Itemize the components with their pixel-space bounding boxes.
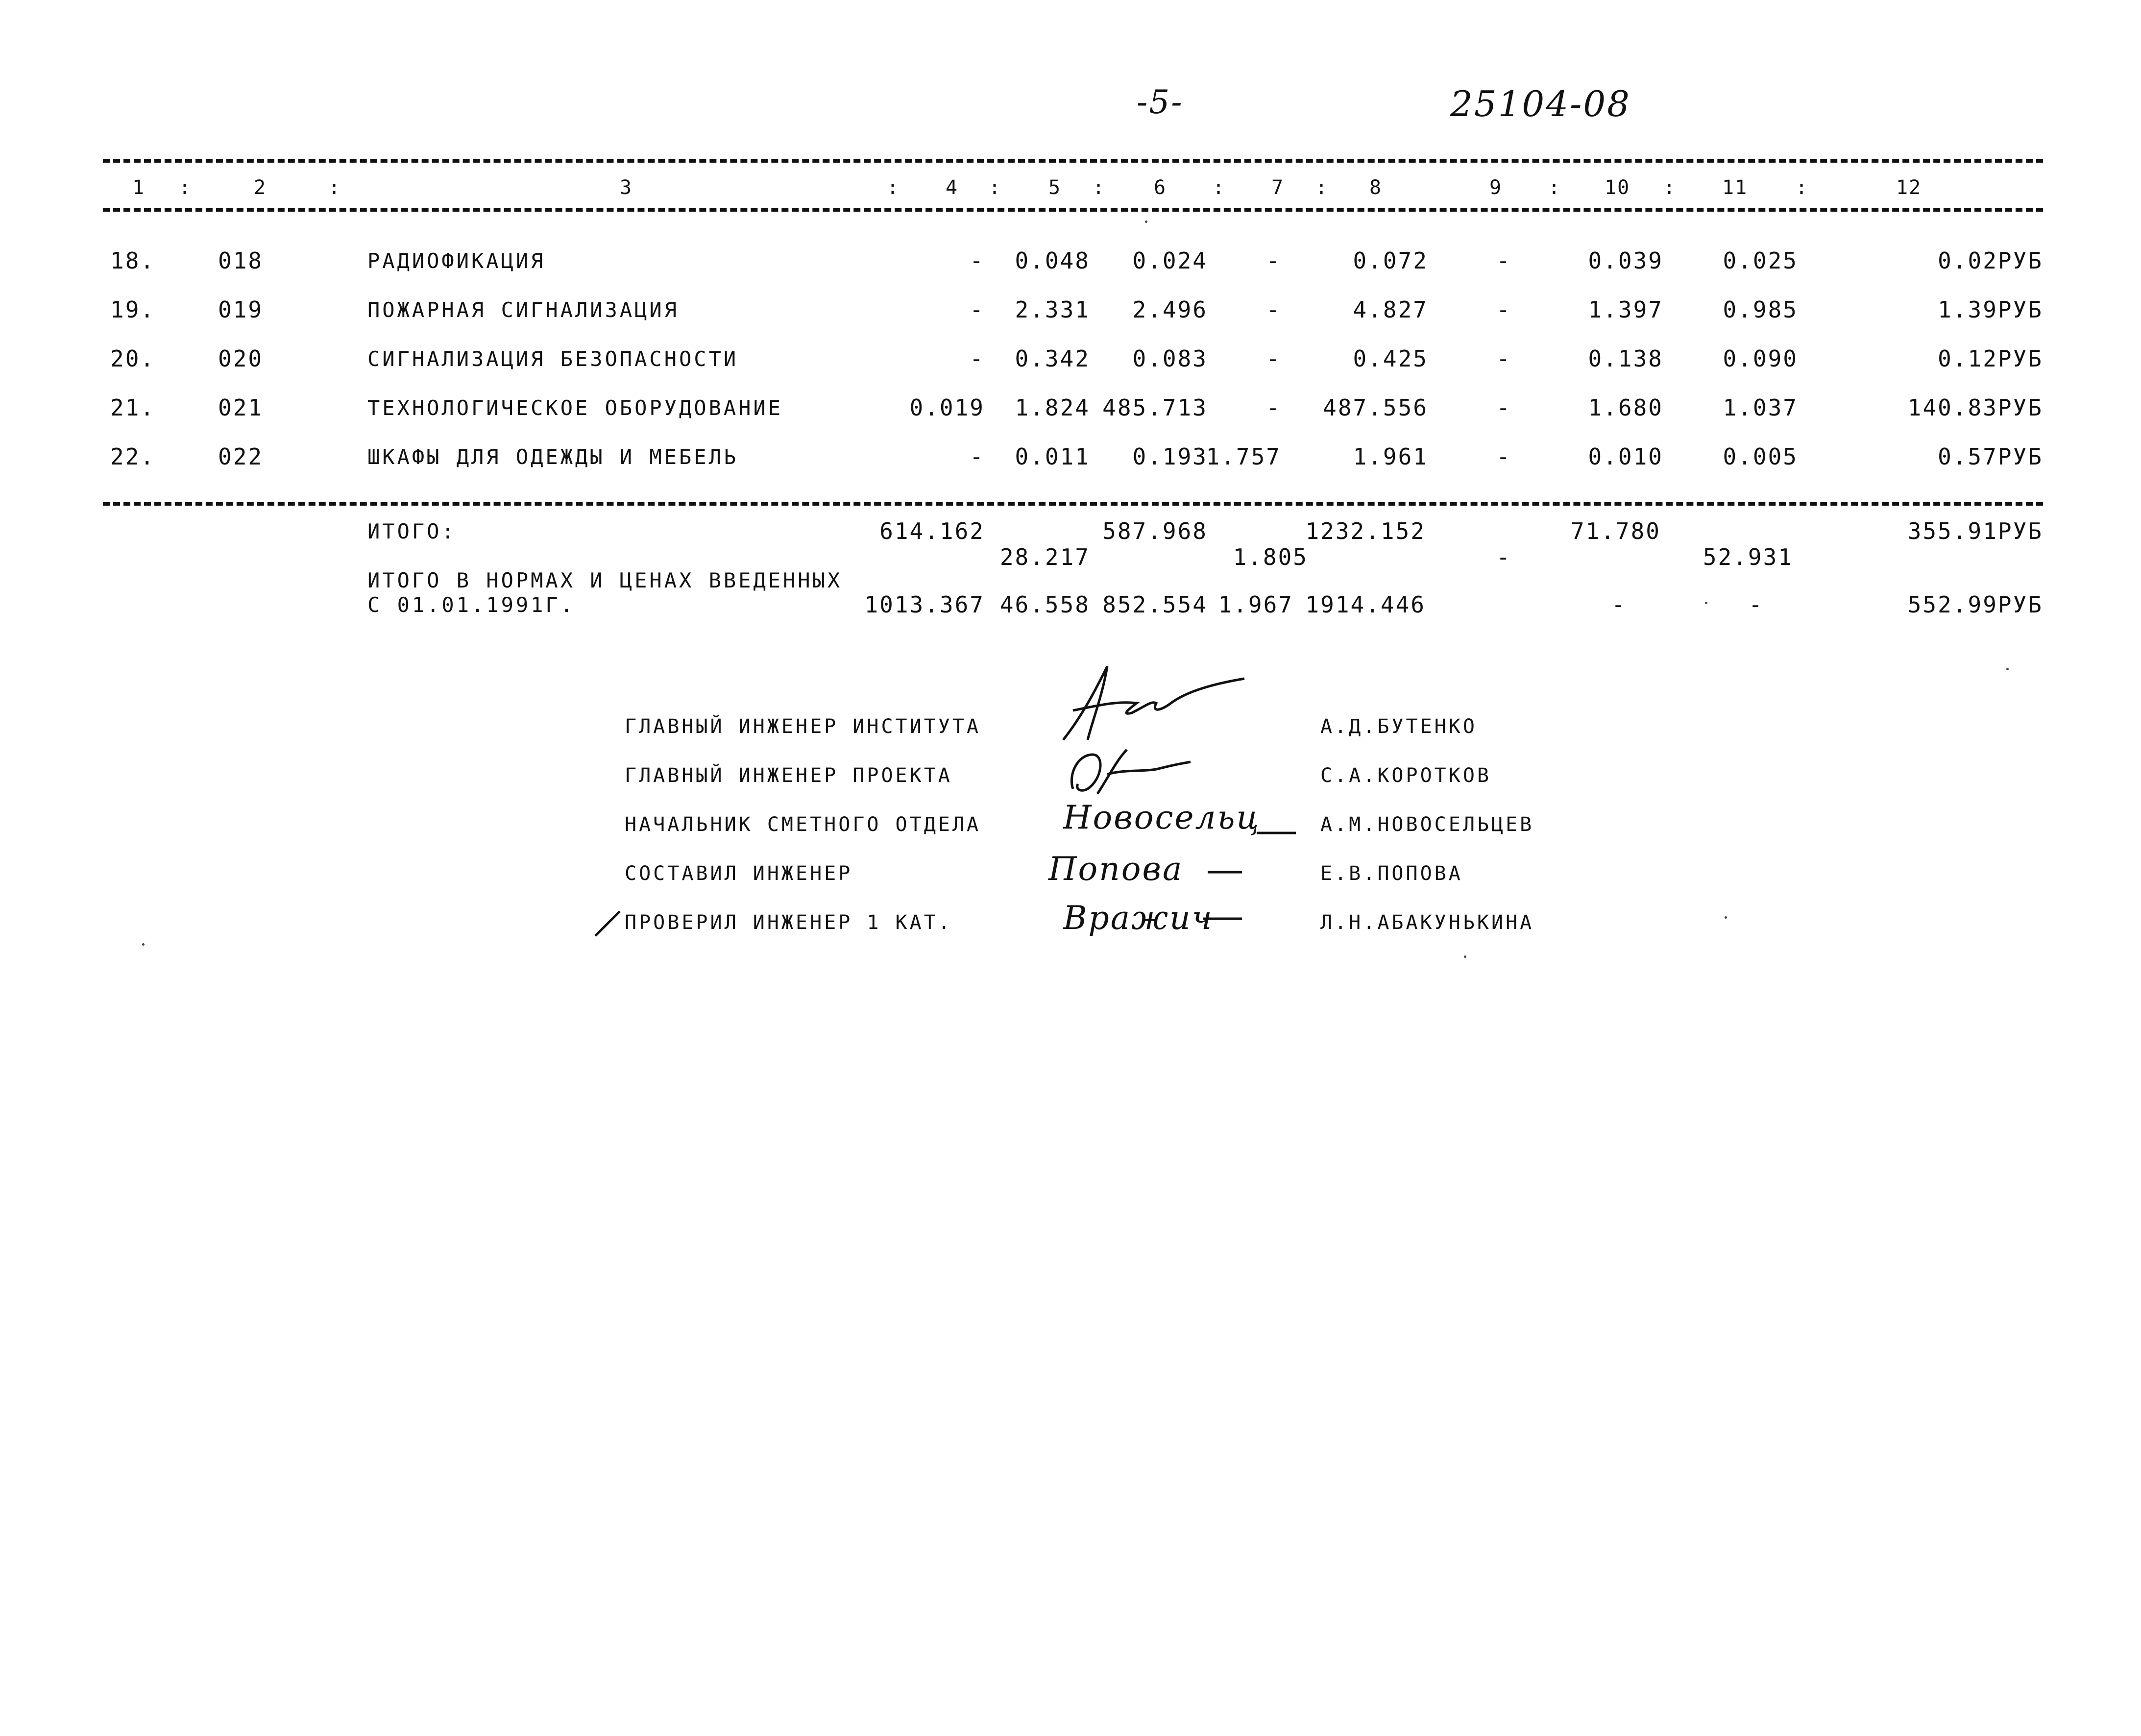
cell-c9: -	[1496, 247, 1511, 274]
cell-c11: 0.985	[1723, 296, 1798, 323]
signatory-title: НАЧАЛЬНИК СМЕТНОГО ОТДЕЛА	[625, 813, 981, 836]
col-header-4: 4	[946, 176, 959, 199]
cell-c12: 0.12РУБ	[1938, 345, 2043, 372]
ink-speck	[1464, 955, 1466, 958]
col-sep: :	[1796, 176, 1809, 199]
row-name: СИГНАЛИЗАЦИЯ БЕЗОПАСНОСТИ	[367, 347, 739, 371]
col-header-8: 8	[1369, 176, 1383, 199]
row-code: 021	[218, 394, 264, 421]
total-c11: 52.931	[1703, 544, 1793, 570]
totals-new-label-line1: ИТОГО В НОРМАХ И ЦЕНАХ ВВЕДЕННЫХ	[367, 568, 843, 592]
col-sep: :	[1093, 176, 1106, 199]
cell-c9: -	[1496, 296, 1511, 323]
signature-compiled-by: Попова	[1048, 850, 1184, 888]
total-new-c12: 552.99РУБ	[1907, 591, 2043, 618]
totals-label: ИТОГО:	[367, 519, 457, 543]
row-name: РАДИОФИКАЦИЯ	[367, 249, 546, 273]
table-top-rule	[103, 159, 2043, 163]
row-code: 020	[218, 345, 264, 372]
cell-c7: 1.757	[1206, 443, 1281, 470]
row-code: 019	[218, 296, 264, 323]
cell-c5: 0.048	[1015, 247, 1090, 274]
row-number: 22.	[110, 443, 156, 470]
total-new-c8: 1914.446	[1305, 591, 1426, 618]
row-code: 022	[218, 443, 264, 470]
cell-c11: 0.025	[1723, 247, 1798, 274]
cell-c5: 1.824	[1015, 394, 1090, 421]
total-c9: -	[1496, 544, 1511, 570]
total-new-c7: 1.967	[1218, 591, 1293, 618]
total-new-c5: 46.558	[999, 591, 1090, 618]
col-sep: :	[1663, 176, 1677, 199]
col-header-5: 5	[1048, 176, 1062, 199]
signatory-name: Л.Н.АБАКУНЬКИНА	[1320, 911, 1534, 934]
signatory-name: Е.В.ПОПОВА	[1320, 862, 1463, 885]
cell-c10: 0.138	[1588, 345, 1663, 372]
col-header-3: 3	[620, 176, 633, 199]
cell-c6: 0.083	[1132, 345, 1208, 372]
cell-c7: -	[1266, 394, 1281, 421]
total-c12: 355.91РУБ	[1907, 518, 2043, 544]
cell-c6: 485.713	[1102, 394, 1208, 421]
cell-c10: 1.680	[1588, 394, 1663, 421]
total-c8: 1232.152	[1305, 518, 1426, 544]
cell-c5: 0.342	[1015, 345, 1090, 372]
page-number: -5-	[1137, 83, 1184, 121]
row-number: 21.	[110, 394, 156, 421]
cell-c10: 0.039	[1588, 247, 1663, 274]
row-name: ШКАФЫ ДЛЯ ОДЕЖДЫ И МЕБЕЛЬ	[367, 445, 739, 469]
col-sep: :	[328, 176, 341, 199]
cell-c5: 0.011	[1015, 443, 1090, 470]
ink-speck	[142, 943, 145, 946]
col-header-2: 2	[254, 176, 267, 199]
cell-c4: -	[970, 296, 985, 323]
col-sep: :	[179, 176, 192, 199]
row-number: 19.	[110, 296, 156, 323]
ink-speck	[1145, 220, 1147, 223]
cell-c4: -	[970, 345, 985, 372]
signatory-title: ПРОВЕРИЛ ИНЖЕНЕР 1 КАТ.	[625, 911, 952, 934]
signatory-name: А.Д.БУТЕНКО	[1320, 715, 1477, 738]
totals-new-label-line2: С 01.01.1991Г.	[367, 593, 576, 617]
cell-c9: -	[1496, 394, 1511, 421]
ink-speck	[2006, 668, 2009, 670]
signatory-name: А.М.НОВОСЕЛЬЦЕВ	[1320, 813, 1534, 836]
cell-c6: 0.193	[1132, 443, 1208, 470]
total-new-c4: 1013.367	[864, 591, 985, 618]
signature-checked-by: Вражич	[1063, 899, 1214, 937]
cell-c9: -	[1496, 443, 1511, 470]
row-name: ТЕХНОЛОГИЧЕСКОЕ ОБОРУДОВАНИЕ	[367, 396, 783, 420]
ink-speck	[1725, 916, 1727, 919]
total-c5: 28.217	[999, 544, 1090, 570]
col-sep: :	[989, 176, 1002, 199]
cell-c10: 0.010	[1588, 443, 1663, 470]
col-header-10: 10	[1605, 176, 1630, 199]
total-c4: 614.162	[879, 518, 985, 544]
document-code: 25104-08	[1450, 83, 1631, 124]
signature-underline	[1254, 828, 1298, 838]
row-number: 20.	[110, 345, 156, 372]
signatory-name: С.А.КОРОТКОВ	[1320, 764, 1491, 787]
row-name: ПОЖАРНАЯ СИГНАЛИЗАЦИЯ	[367, 298, 680, 322]
cell-c7: -	[1266, 345, 1281, 372]
signature-head-estimates: Новосельц	[1063, 799, 1261, 836]
table-header-rule	[103, 208, 2043, 212]
cell-c4: 0.019	[909, 394, 985, 421]
cell-c8: 1.961	[1353, 443, 1428, 470]
cell-c8: 0.425	[1353, 345, 1428, 372]
row-number: 18.	[110, 247, 156, 274]
col-header-9: 9	[1489, 176, 1503, 199]
cell-c12: 140.83РУБ	[1907, 394, 2043, 421]
cell-c5: 2.331	[1015, 296, 1090, 323]
signatory-title: СОСТАВИЛ ИНЖЕНЕР	[625, 862, 853, 885]
col-sep: :	[1315, 176, 1329, 199]
total-c7: 1.805	[1233, 544, 1308, 570]
cell-c9: -	[1496, 345, 1511, 372]
col-sep: :	[1213, 176, 1226, 199]
total-new-c6: 852.554	[1102, 591, 1208, 618]
signature-chief-engineer-project	[1058, 735, 1205, 804]
col-header-7: 7	[1271, 176, 1285, 199]
cell-c10: 1.397	[1588, 296, 1663, 323]
cell-c7: -	[1266, 247, 1281, 274]
total-c10: 71.780	[1570, 518, 1661, 544]
cell-c8: 0.072	[1353, 247, 1428, 274]
ink-speck	[1705, 602, 1707, 604]
check-slash-mark	[593, 909, 622, 938]
cell-c6: 0.024	[1132, 247, 1208, 274]
total-new-c10: -	[1611, 591, 1627, 618]
col-header-6: 6	[1154, 176, 1167, 199]
signature-underline	[1200, 914, 1244, 924]
cell-c8: 487.556	[1323, 394, 1428, 421]
total-c6: 587.968	[1102, 518, 1208, 544]
col-sep: :	[887, 176, 900, 199]
cell-c8: 4.827	[1353, 296, 1428, 323]
col-header-1: 1	[132, 176, 146, 199]
cell-c11: 1.037	[1723, 394, 1798, 421]
cell-c12: 0.02РУБ	[1938, 247, 2043, 274]
cell-c4: -	[970, 443, 985, 470]
cell-c11: 0.090	[1723, 345, 1798, 372]
cell-c6: 2.496	[1132, 296, 1208, 323]
cell-c12: 0.57РУБ	[1938, 443, 2043, 470]
cell-c4: -	[970, 247, 985, 274]
total-new-c11: -	[1749, 591, 1764, 618]
col-header-11: 11	[1722, 176, 1748, 199]
signatory-title: ГЛАВНЫЙ ИНЖЕНЕР ПРОЕКТА	[625, 764, 952, 787]
cell-c7: -	[1266, 296, 1281, 323]
table-totals-rule	[103, 502, 2043, 506]
signatory-title: ГЛАВНЫЙ ИНЖЕНЕР ИНСТИТУТА	[625, 715, 981, 738]
signature-underline	[1205, 867, 1244, 877]
col-sep: :	[1548, 176, 1561, 199]
cell-c12: 1.39РУБ	[1938, 296, 2043, 323]
cell-c11: 0.005	[1723, 443, 1798, 470]
col-header-12: 12	[1896, 176, 1922, 199]
row-code: 018	[218, 247, 264, 274]
